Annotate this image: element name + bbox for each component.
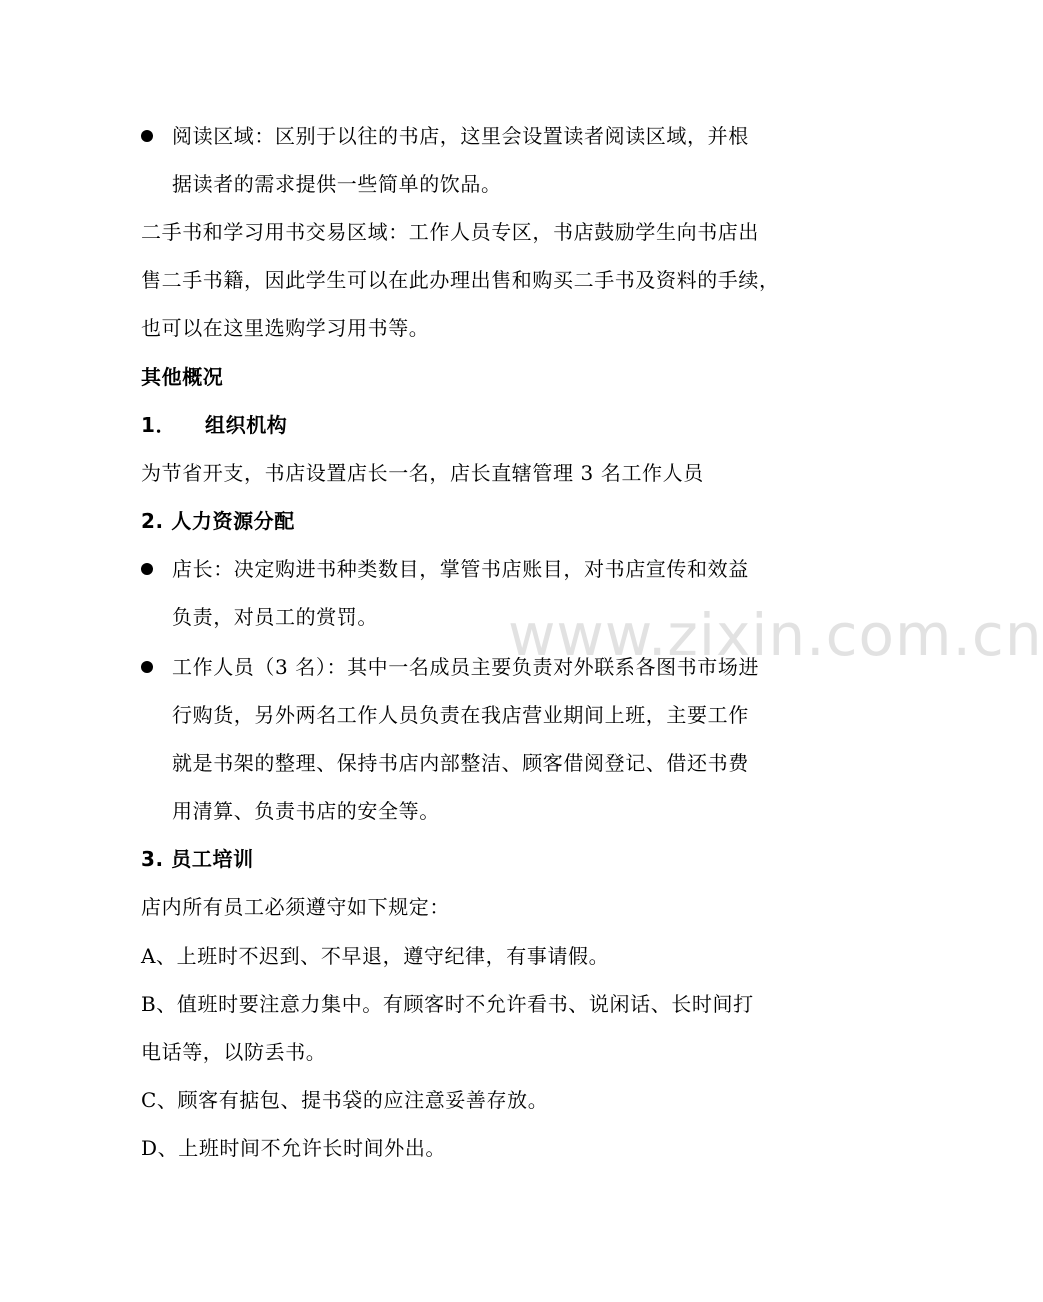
- para-organization: 为节省开支，书店设置店长一名，店长直辖管理 3 名工作人员: [141, 461, 704, 485]
- para-secondhand-line-3: 也可以在这里选购学习用书等。: [141, 316, 430, 340]
- para-secondhand-line-2: 售二手书籍，因此学生可以在此办理出售和购买二手书及资料的手续，: [141, 268, 780, 292]
- para-secondhand-line-1: 二手书和学习用书交易区域：工作人员专区，书店鼓励学生向书店出: [141, 220, 759, 244]
- rule-b-line-1: B、值班时要注意力集中。有顾客时不允许看书、说闲话、长时间打: [141, 992, 754, 1016]
- rule-c: C、顾客有掂包、提书袋的应注意妥善存放。: [141, 1088, 549, 1112]
- rule-a: A、上班时不迟到、不早退，遵守纪律，有事请假。: [141, 944, 610, 968]
- heading-organization: [141, 409, 791, 441]
- watermark: www.zixin.com.cn: [508, 601, 1043, 669]
- heading-staff-training: 3. 员工培训: [141, 847, 254, 871]
- rule-b-line-2: 电话等，以防丢书。: [141, 1040, 327, 1064]
- rule-d: D、上班时间不允许长时间外出。: [141, 1136, 447, 1160]
- bullet-staff-line-3: 就是书架的整理、保持书店内部整洁、顾客借阅登记、借还书费: [172, 751, 749, 775]
- bullet-staff-line-4: 用清算、负责书店的安全等。: [172, 799, 440, 823]
- bullet-dot-icon: [141, 130, 153, 142]
- bullet-manager-line-2: 负责，对员工的赏罚。: [172, 605, 378, 629]
- bullet-reading-line-2: 据读者的需求提供一些简单的饮品。: [172, 172, 502, 196]
- heading-organization-title: 组织机构: [205, 413, 288, 437]
- heading-organization-number: 1．: [141, 413, 177, 437]
- bullet-dot-icon: [141, 563, 153, 575]
- bullet-dot-icon: [141, 661, 153, 673]
- bullet-staff-line-2: 行购货，另外两名工作人员负责在我店营业期间上班，主要工作: [172, 703, 749, 727]
- heading-hr-allocation: 2. 人力资源分配: [141, 509, 295, 533]
- heading-other-overview: 其他概况: [141, 365, 224, 389]
- bullet-reading-line-1: 阅读区域：区别于以往的书店，这里会设置读者阅读区域，并根: [172, 124, 749, 148]
- bullet-staff-line-1: 工作人员（3 名）：其中一名成员主要负责对外联系各图书市场进: [172, 655, 760, 679]
- para-rules-intro: 店内所有员工必须遵守如下规定：: [141, 895, 450, 919]
- bullet-manager-line-1: 店长：决定购进书种类数目，掌管书店账目，对书店宣传和效益: [172, 557, 749, 581]
